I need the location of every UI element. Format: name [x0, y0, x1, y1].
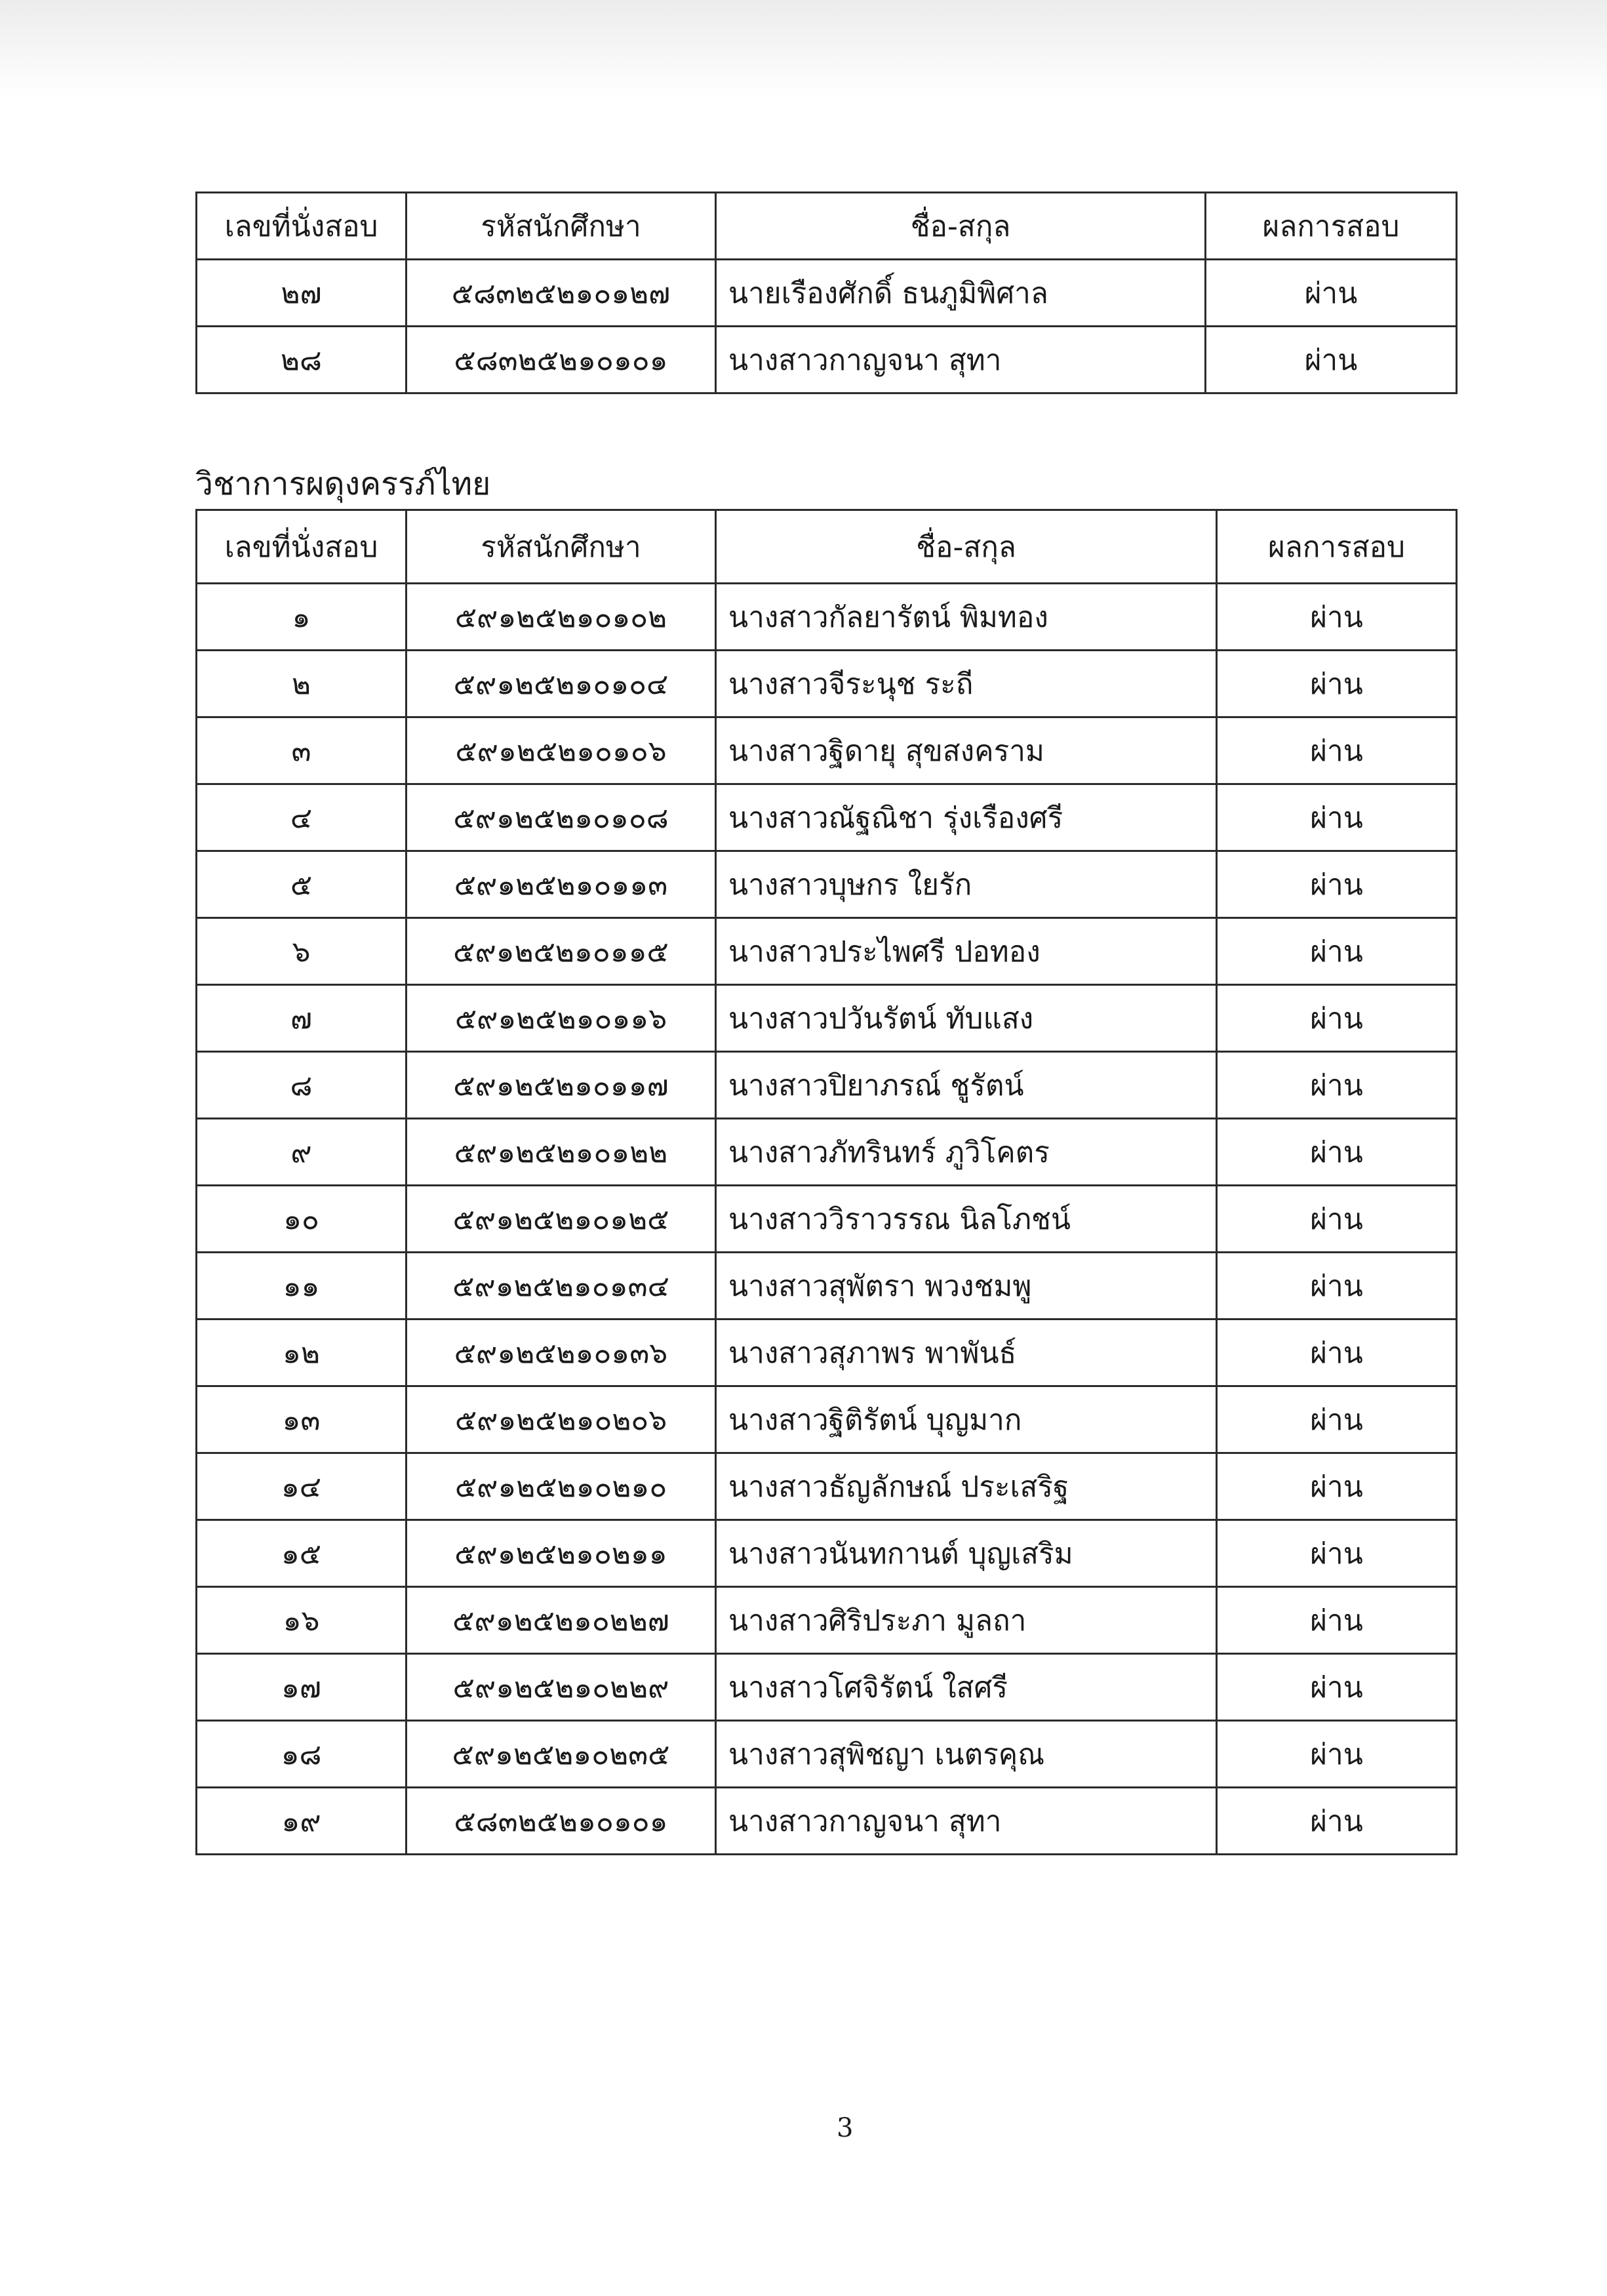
result-cell: ผ่าน: [1217, 918, 1457, 985]
student-id-cell: ๕๙๑๒๕๒๑๐๒๒๙: [407, 1654, 716, 1721]
seat-cell: ๔: [197, 784, 407, 851]
name-cell: นางสาวจีระนุช ระถี: [716, 651, 1217, 717]
header-name: ชื่อ-สกุล: [716, 510, 1217, 584]
result-cell: ผ่าน: [1217, 1587, 1457, 1654]
table-row: [197, 1788, 1457, 1855]
table-row: [197, 1319, 1457, 1386]
seat-cell: ๒๗: [197, 260, 407, 327]
seat-cell: ๓: [197, 717, 407, 784]
table-row: [197, 851, 1457, 918]
header-row: [197, 510, 1457, 584]
table-row: [197, 1520, 1457, 1587]
name-cell: นางสาวบุษกร ใยรัก: [716, 851, 1217, 918]
student-id-cell: ๕๙๑๒๕๒๑๐๑๑๗: [407, 1052, 716, 1119]
table-row: [197, 1253, 1457, 1319]
student-id-cell: ๕๙๑๒๕๒๑๐๑๐๘: [407, 784, 716, 851]
seat-cell: ๑๔: [197, 1453, 407, 1520]
seat-cell: ๗: [197, 985, 407, 1052]
table-row: [197, 584, 1457, 651]
student-id-cell: ๕๙๑๒๕๒๑๐๑๓๖: [407, 1319, 716, 1386]
seat-cell: ๖: [197, 918, 407, 985]
table-row: [197, 1186, 1457, 1253]
scan-shadow: [0, 0, 1607, 98]
header-seat: เลขที่นั่งสอบ: [197, 193, 407, 260]
student-id-cell: ๕๙๑๒๕๒๑๐๒๑๐: [407, 1453, 716, 1520]
name-cell: นางสาวสุพัตรา พวงชมพู: [716, 1253, 1217, 1319]
seat-cell: ๑๗: [197, 1654, 407, 1721]
name-cell: นางสาวกาญจนา สุทา: [716, 327, 1206, 393]
header-student-id: รหัสนักศึกษา: [407, 193, 716, 260]
header-result: ผลการสอบ: [1206, 193, 1457, 260]
table-row: [197, 1052, 1457, 1119]
table-row: [197, 1654, 1457, 1721]
name-cell: นางสาวฐิติรัตน์ บุญมาก: [716, 1386, 1217, 1453]
seat-cell: ๑๓: [197, 1386, 407, 1453]
result-cell: ผ่าน: [1217, 1453, 1457, 1520]
seat-cell: ๑๙: [197, 1788, 407, 1855]
seat-cell: ๒๘: [197, 327, 407, 393]
seat-cell: ๑๖: [197, 1587, 407, 1654]
seat-cell: ๙: [197, 1119, 407, 1186]
student-id-cell: ๕๙๑๒๕๒๑๐๑๑๖: [407, 985, 716, 1052]
table-row: [197, 717, 1457, 784]
table-row: [197, 1721, 1457, 1788]
student-id-cell: ๕๙๑๒๕๒๑๐๑๐๔: [407, 651, 716, 717]
header-row: [197, 193, 1457, 260]
result-cell: ผ่าน: [1217, 1386, 1457, 1453]
table-row: [197, 327, 1457, 393]
name-cell: นางสาวสุพิชญา เนตรคุณ: [716, 1721, 1217, 1788]
result-cell: ผ่าน: [1217, 584, 1457, 651]
student-id-cell: ๕๙๑๒๕๒๑๐๒๓๕: [407, 1721, 716, 1788]
student-id-cell: ๕๙๑๒๕๒๑๐๑๑๕: [407, 918, 716, 985]
student-id-cell: ๕๙๑๒๕๒๑๐๒๑๑: [407, 1520, 716, 1587]
name-cell: นางสาวประไพศรี ปอทอง: [716, 918, 1217, 985]
table-row: [197, 1386, 1457, 1453]
name-cell: นายเรืองศักดิ์ ธนภูมิพิศาล: [716, 260, 1206, 327]
result-cell: ผ่าน: [1217, 651, 1457, 717]
seat-cell: ๑๑: [197, 1253, 407, 1319]
table-row: [197, 784, 1457, 851]
result-cell: ผ่าน: [1217, 985, 1457, 1052]
name-cell: นางสาวกัลยารัตน์ พิมทอง: [716, 584, 1217, 651]
seat-cell: ๑๒: [197, 1319, 407, 1386]
result-cell: ผ่าน: [1217, 717, 1457, 784]
name-cell: นางสาวปิยาภรณ์ ชูรัตน์: [716, 1052, 1217, 1119]
name-cell: นางสาวสุภาพร พาพันธ์: [716, 1319, 1217, 1386]
table-row: [197, 651, 1457, 717]
table-row: [197, 918, 1457, 985]
student-id-cell: ๕๘๓๒๕๒๑๐๑๐๑: [407, 1788, 716, 1855]
seat-cell: ๑: [197, 584, 407, 651]
result-cell: ผ่าน: [1217, 1520, 1457, 1587]
page-number: 3: [837, 2113, 854, 2143]
student-id-cell: ๕๙๑๒๕๒๑๐๑๑๓: [407, 851, 716, 918]
name-cell: นางสาวภัทรินทร์ ภูวิโคตร: [716, 1119, 1217, 1186]
header-result: ผลการสอบ: [1217, 510, 1457, 584]
seat-cell: ๑๐: [197, 1186, 407, 1253]
result-cell: ผ่าน: [1217, 1119, 1457, 1186]
name-cell: นางสาวณัฐณิชา รุ่งเรืองศรี: [716, 784, 1217, 851]
student-id-cell: ๕๙๑๒๕๒๑๐๑๒๒: [407, 1119, 716, 1186]
student-id-cell: ๕๘๓๒๕๒๑๐๑๐๑: [407, 327, 716, 393]
name-cell: นางสาวนันทกานต์ บุญเสริม: [716, 1520, 1217, 1587]
name-cell: นางสาววิราวรรณ นิลโภชน์: [716, 1186, 1217, 1253]
result-cell: ผ่าน: [1217, 1319, 1457, 1386]
table-row: [197, 1587, 1457, 1654]
seat-cell: ๒: [197, 651, 407, 717]
header-seat: เลขที่นั่งสอบ: [197, 510, 407, 584]
seat-cell: ๕: [197, 851, 407, 918]
seat-cell: ๑๘: [197, 1721, 407, 1788]
student-id-cell: ๕๙๑๒๕๒๑๐๒๒๗: [407, 1587, 716, 1654]
table-row: [197, 985, 1457, 1052]
results-table-thai-midwifery: [195, 509, 1458, 1855]
student-id-cell: ๕๙๑๒๕๒๑๐๑๐๒: [407, 584, 716, 651]
result-cell: ผ่าน: [1217, 1052, 1457, 1119]
result-cell: ผ่าน: [1217, 1654, 1457, 1721]
name-cell: นางสาวกาญจนา สุทา: [716, 1788, 1217, 1855]
result-cell: ผ่าน: [1217, 1253, 1457, 1319]
header-name: ชื่อ-สกุล: [716, 193, 1206, 260]
table-row: [197, 1453, 1457, 1520]
student-id-cell: ๕๙๑๒๕๒๑๐๑๓๔: [407, 1253, 716, 1319]
table-row: [197, 260, 1457, 327]
table-row: [197, 1119, 1457, 1186]
result-cell: ผ่าน: [1217, 1186, 1457, 1253]
student-id-cell: ๕๙๑๒๕๒๑๐๒๐๖: [407, 1386, 716, 1453]
seat-cell: ๑๕: [197, 1520, 407, 1587]
student-id-cell: ๕๙๑๒๕๒๑๐๑๒๕: [407, 1186, 716, 1253]
result-cell: ผ่าน: [1217, 851, 1457, 918]
result-cell: ผ่าน: [1217, 1721, 1457, 1788]
name-cell: นางสาวปวันรัตน์ ทับแสง: [716, 985, 1217, 1052]
result-cell: ผ่าน: [1206, 327, 1457, 393]
student-id-cell: ๕๘๓๒๕๒๑๐๑๒๗: [407, 260, 716, 327]
results-table-continued: [195, 191, 1458, 394]
result-cell: ผ่าน: [1217, 1788, 1457, 1855]
student-id-cell: ๕๙๑๒๕๒๑๐๑๐๖: [407, 717, 716, 784]
header-student-id: รหัสนักศึกษา: [407, 510, 716, 584]
seat-cell: ๘: [197, 1052, 407, 1119]
name-cell: นางสาวธัญลักษณ์ ประเสริฐ: [716, 1453, 1217, 1520]
result-cell: ผ่าน: [1206, 260, 1457, 327]
name-cell: นางสาวศิริประภา มูลถา: [716, 1587, 1217, 1654]
result-cell: ผ่าน: [1217, 784, 1457, 851]
name-cell: นางสาวฐิดายุ สุขสงคราม: [716, 717, 1217, 784]
name-cell: นางสาวโศจิรัตน์ ใสศรี: [716, 1654, 1217, 1721]
section-title: วิชาการผดุงครรภ์ไทย: [195, 466, 491, 502]
